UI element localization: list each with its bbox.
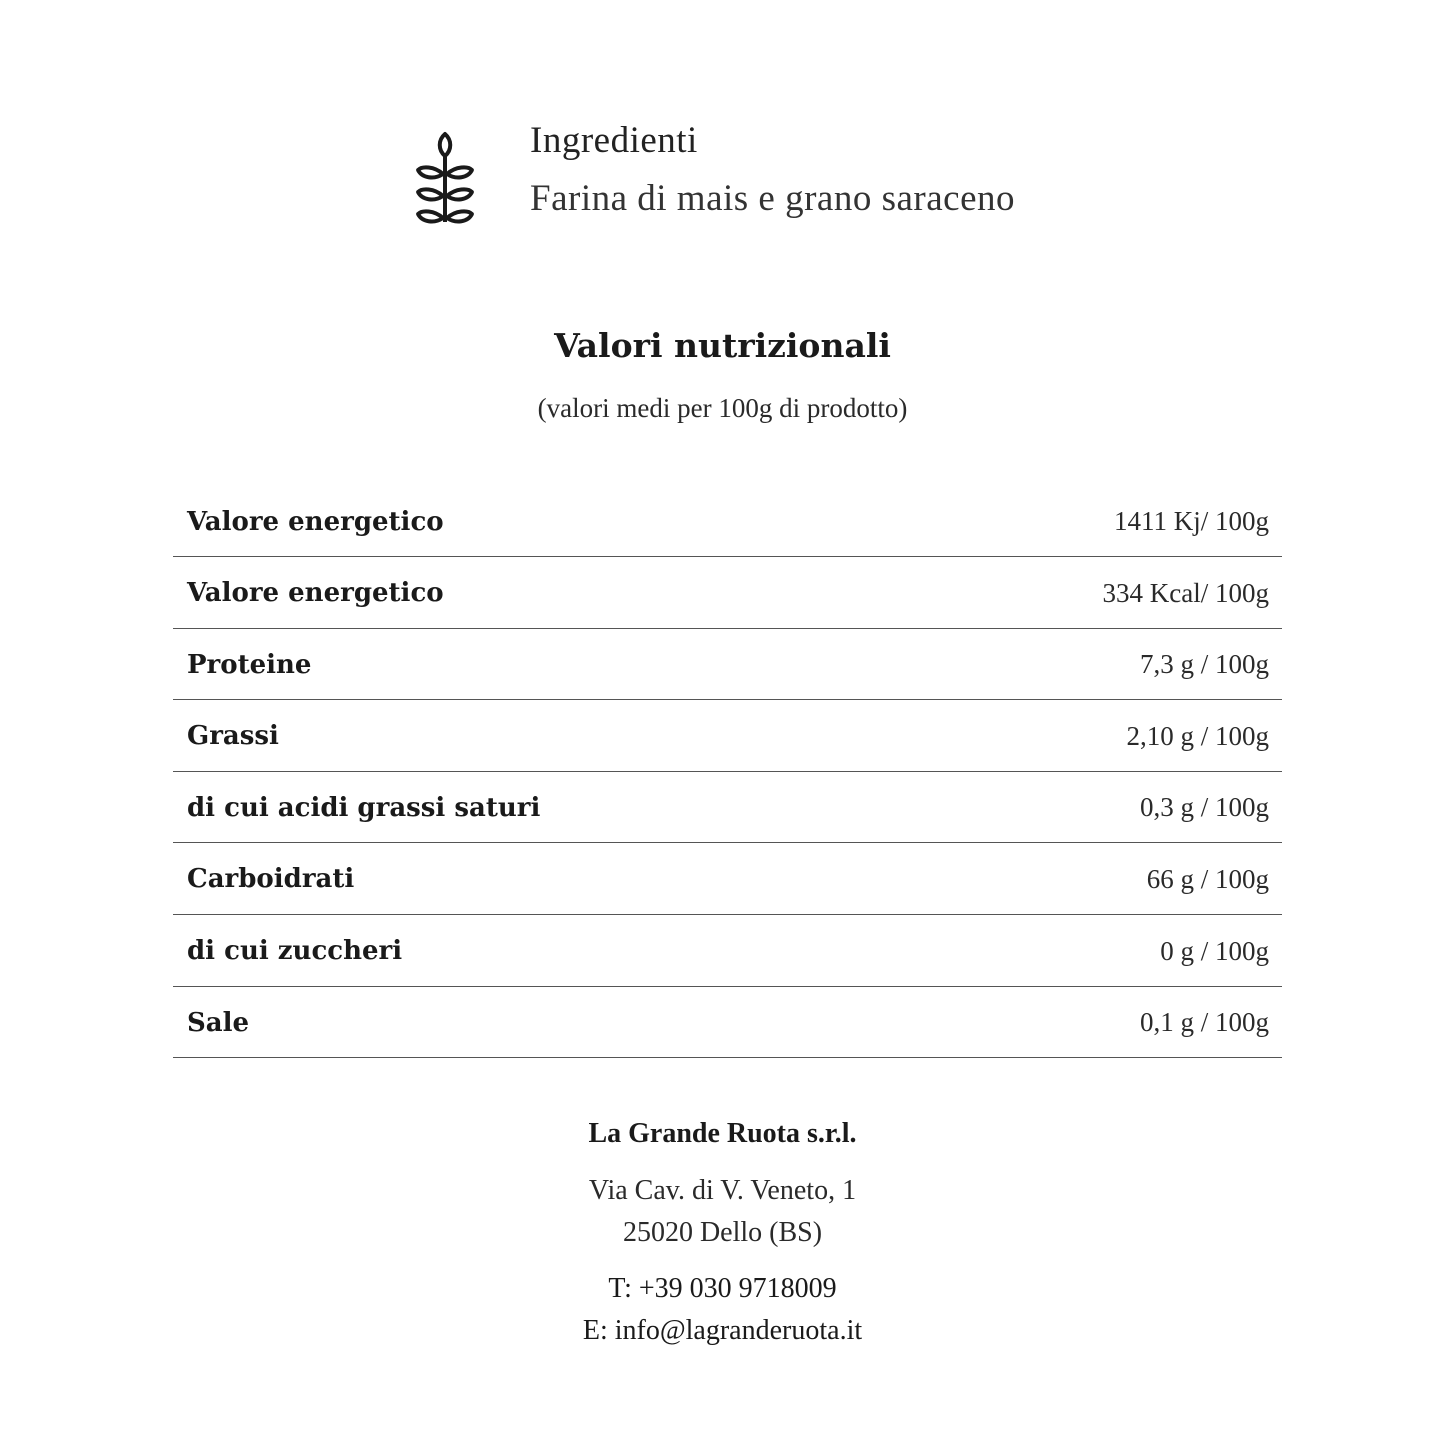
table-row (173, 845, 1282, 915)
table-row (173, 630, 1282, 700)
table-row (173, 917, 1282, 987)
nutrition-table (173, 487, 1282, 1060)
nutrient-label: Proteine (187, 649, 312, 680)
company-info (0, 1114, 1445, 1352)
table-row (173, 702, 1282, 772)
email-text: E: info@lagranderuota.it (582, 1315, 863, 1346)
nutrient-value: 334 Kcal/ 100g (1102, 577, 1269, 608)
company-address (0, 1170, 1445, 1254)
company-name: La Grande Ruota s.r.l. (588, 1118, 857, 1149)
nutrient-label: Sale (187, 1007, 250, 1038)
nutrient-value: 2,10 g / 100g (1126, 720, 1269, 751)
nutrient-value: 0,3 g / 100g (1139, 792, 1269, 823)
table-row (173, 487, 1282, 557)
nutrient-value: 1411 Kj/ 100g (1114, 506, 1269, 536)
nutrient-value: 7,3 g / 100g (1139, 649, 1269, 680)
nutrient-value: 0 g / 100g (1160, 935, 1269, 966)
nutrient-label: Grassi (187, 721, 279, 752)
nutrient-label: Valore energetico (187, 506, 444, 537)
nutrient-label: Valore energetico (187, 578, 444, 609)
table-row (173, 773, 1282, 843)
address-line: Via Cav. di V. Veneto, 1 (588, 1175, 857, 1206)
nutrient-value: 0,1 g / 100g (1139, 1007, 1269, 1038)
wheat-icon (414, 130, 476, 226)
nutrient-value: 66 g / 100g (1146, 863, 1269, 894)
table-row (173, 559, 1282, 629)
table-row (173, 988, 1282, 1058)
ingredients-value: Farina di mais e grano saraceno (530, 178, 1016, 219)
phone-text: T: +39 030 9718009 (608, 1273, 837, 1304)
company-contact (0, 1268, 1445, 1352)
ingredients-section (414, 118, 1114, 228)
nutrient-label: di cui acidi grassi saturi (187, 792, 541, 823)
nutrient-label: Carboidrati (187, 864, 355, 895)
nutrition-title: Valori nutrizionali (554, 326, 891, 365)
nutrition-subtitle: (valori medi per 100g di prodotto) (537, 393, 908, 423)
ingredients-title: Ingredienti (530, 120, 698, 161)
nutrient-label: di cui zuccheri (187, 936, 403, 967)
address-line: 25020 Dello (BS) (622, 1217, 823, 1248)
